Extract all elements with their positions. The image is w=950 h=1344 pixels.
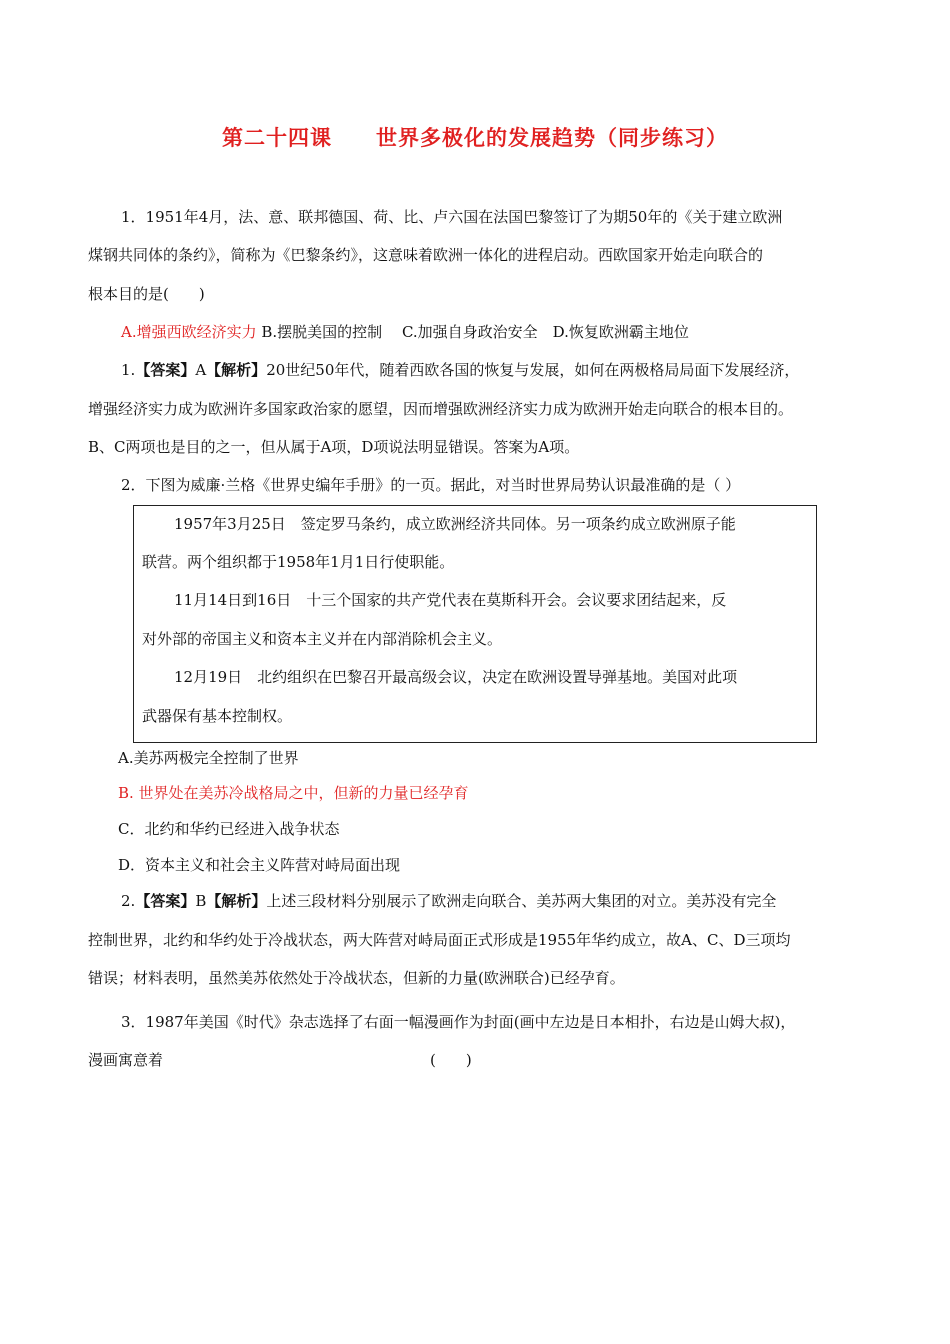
material-paragraph-3-line-2: 武器保有基本控制权。 xyxy=(142,707,293,725)
question-2-option-c: C．北约和华约已经进入战争状态 xyxy=(118,820,340,838)
answer-1-prefix: 1. xyxy=(121,361,136,379)
page-title: 第二十四课 世界多极化的发展趋势（同步练习） xyxy=(222,126,728,150)
answer-1-analysis-label: 【解析】 xyxy=(206,361,267,379)
answer-2-line-2: 控制世界，北约和华约处于冷战状态，两大阵营对峙局面正式形成是1955年华约成立，故A、C、D三项均 xyxy=(88,931,791,949)
material-paragraph-1-line-1: 1957年3月25日 签定罗马条约，成立欧洲经济共同体。另一项条约成立欧洲原子能 xyxy=(174,515,736,533)
question-1-options-rest: B.摆脱美国的控制 C.加强自身政治安全 D.恢复欧洲霸主地位 xyxy=(261,323,689,341)
question-3-line-1: 3．1987年美国《时代》杂志选择了右面一幅漫画作为封面(画中左边是日本相扑，右边是山姆大叔)， xyxy=(121,1013,796,1031)
answer-1-text: 20世纪50年代，随着西欧各国的恢复与发展，如何在两极格局局面下发展经济， xyxy=(266,361,800,379)
material-paragraph-2-line-1: 11月14日到16日 十三个国家的共产党代表在莫斯科开会。会议要求团结起来，反 xyxy=(174,591,727,609)
material-paragraph-2-line-2: 对外部的帝国主义和资本主义并在内部消除机会主义。 xyxy=(142,630,503,648)
question-1-line-3: 根本目的是( ) xyxy=(88,285,205,303)
question-2-option-b: B. 世界处在美苏冷战格局之中，但新的力量已经孕育 xyxy=(118,784,469,802)
answer-1-answer: A xyxy=(195,361,207,379)
question-1-line-2: 煤钢共同体的条约》，简称为《巴黎条约》，这意味着欧洲一体化的进程启动。西欧国家开始走向联合的 xyxy=(88,246,764,264)
answer-2-answer: B xyxy=(195,892,207,910)
answer-1-line-1 xyxy=(121,360,799,380)
answer-1-line-3: B、C两项也是目的之一，但从属于A项，D项说法明显错误。答案为A项。 xyxy=(88,438,580,456)
answer-2-answer-label: 【答案】 xyxy=(135,892,196,910)
question-1-options xyxy=(121,322,689,342)
material-paragraph-3-line-1: 12月19日 北约组织在巴黎召开最高级会议，决定在欧洲设置导弹基地。美国对此项 xyxy=(174,668,738,686)
question-1-line-1: 1．1951年4月，法、意、联邦德国、荷、比、卢六国在法国巴黎签订了为期50年的《关于建立欧洲 xyxy=(121,208,783,226)
answer-2-line-3: 错误；材料表明，虽然美苏依然处于冷战状态，但新的力量(欧洲联合)已经孕育。 xyxy=(88,969,625,987)
question-3-line-2: 漫画寓意着 xyxy=(88,1051,164,1069)
answer-1-line-2: 增强经济实力成为欧洲许多国家政治家的愿望，因而增强欧洲经济实力成为欧洲开始走向联合的根本目的。 xyxy=(88,400,794,418)
answer-1-answer-label: 【答案】 xyxy=(135,361,196,379)
question-1-option-a: A.增强西欧经济实力 xyxy=(121,323,257,341)
answer-2-line-1 xyxy=(121,891,776,911)
answer-2-analysis-label: 【解析】 xyxy=(206,892,267,910)
material-paragraph-1-line-2: 联营。两个组织都于1958年1月1日行使职能。 xyxy=(142,553,455,571)
question-2-stem: 2．下图为威廉·兰格《世界史编年手册》的一页。据此，对当时世界局势认识最准确的是（ ） xyxy=(121,476,741,494)
question-2-option-a: A.美苏两极完全控制了世界 xyxy=(118,749,299,767)
question-2-option-d: D．资本主义和社会主义阵营对峙局面出现 xyxy=(118,856,401,874)
question-3-answer-paren: ( ) xyxy=(430,1051,472,1069)
answer-2-text: 上述三段材料分别展示了欧洲走向联合、美苏两大集团的对立。美苏没有完全 xyxy=(266,892,777,910)
answer-2-prefix: 2. xyxy=(121,892,136,910)
